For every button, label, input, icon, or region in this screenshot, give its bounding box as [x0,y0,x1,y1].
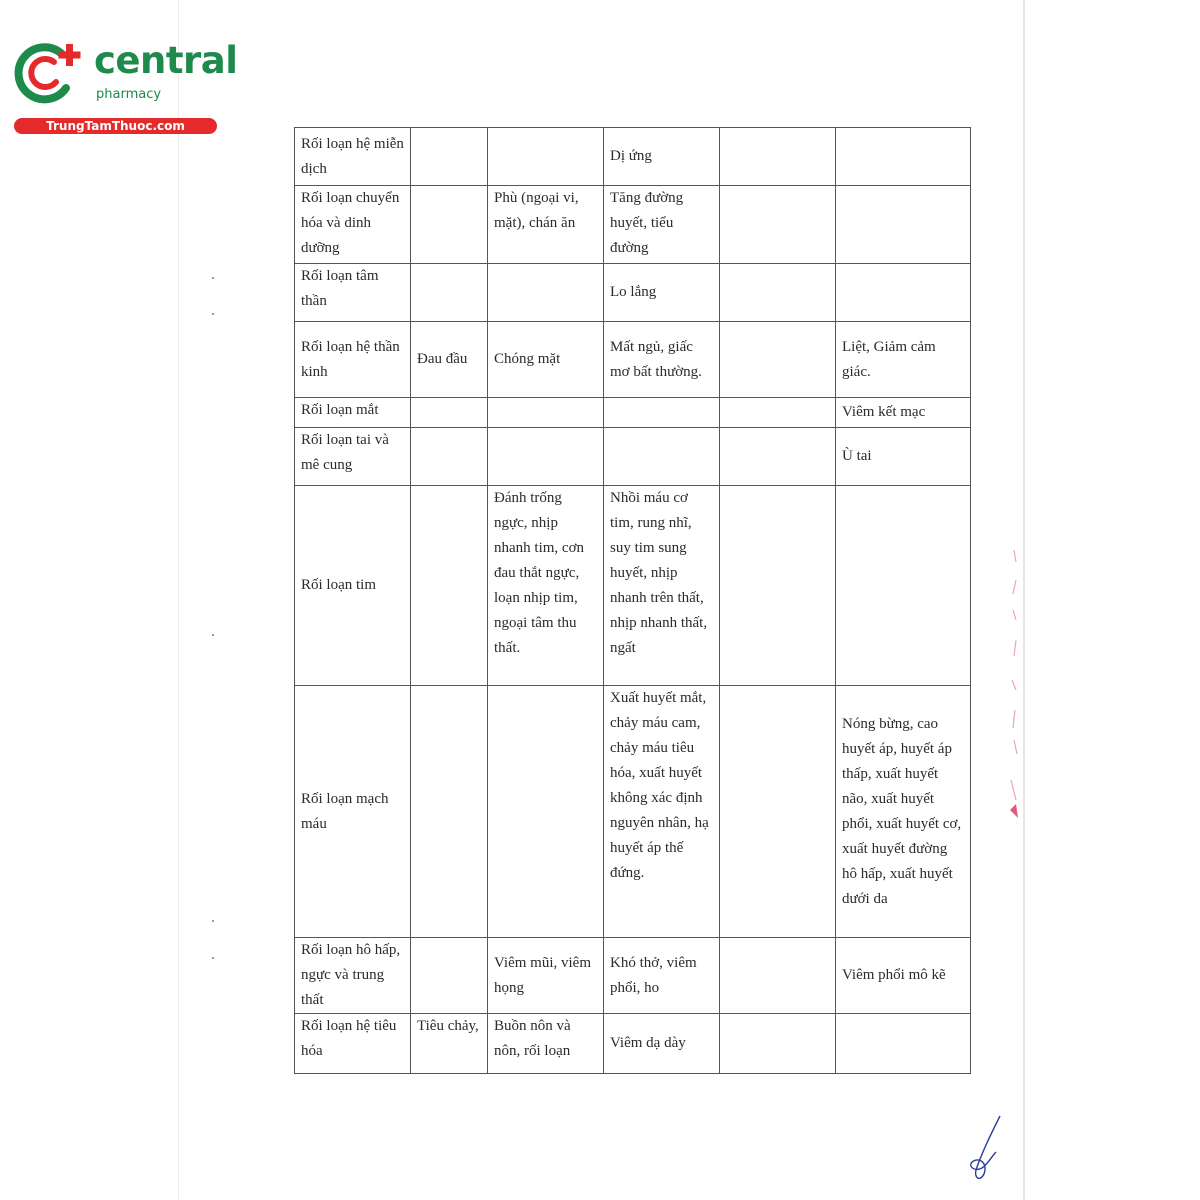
table-cell: Viêm phổi mô kẽ [836,938,971,1014]
table-cell [720,938,836,1014]
table-cell: Viêm dạ dày [604,1014,720,1074]
table-cell: Viêm mũi, viêm họng [488,938,604,1014]
adverse-effects-table [294,127,971,1074]
table-cell: Tăng đường huyết, tiểu đường [604,186,720,264]
table-cell [488,428,604,486]
table-cell [836,264,971,322]
table-cell [411,398,488,428]
table-cell [411,264,488,322]
table-cell [720,1014,836,1074]
table-cell: Liệt, Giảm cảm giác. [836,322,971,398]
table-cell [488,264,604,322]
brand-url: TrungTamThuoc.com [14,118,217,134]
table-cell: Xuất huyết mắt, chảy máu cam, chảy máu tiêu hóa, xuất huyết không xác định nguyên nhân, hạ huyết áp thế đứng. [604,686,720,938]
table-cell: Rối loạn hệ tiêu hóa [295,1014,411,1074]
table-cell [720,186,836,264]
table-cell [836,128,971,186]
table-cell [411,686,488,938]
table-cell: Đau đầu [411,322,488,398]
table-cell [411,486,488,686]
table-row [295,398,971,428]
table-row [295,322,971,398]
table-cell: Rối loạn tai và mê cung [295,428,411,486]
pharmacy-cross-logo-icon [10,38,86,110]
brand-tagline: pharmacy [96,87,162,102]
signature [962,1112,1010,1184]
table-cell: Mất ngủ, giấc mơ bất thường. [604,322,720,398]
table-cell: Rối loạn chuyển hóa và dinh dưỡng [295,186,411,264]
table-cell: Chóng mặt [488,322,604,398]
scan-dot [212,277,214,279]
table-cell [720,322,836,398]
table-cell [488,128,604,186]
table-row [295,686,971,938]
table-cell: Buồn nôn và nôn, rối loạn [488,1014,604,1074]
table-cell [720,486,836,686]
table-row [295,428,971,486]
table-cell: Rối loạn hô hấp, ngực và trung thất [295,938,411,1014]
table-cell [720,398,836,428]
table-cell [411,186,488,264]
table-cell: Nhồi máu cơ tim, rung nhĩ, suy tim sung huyết, nhịp nhanh trên thất, nhịp nhanh thất, ngất [604,486,720,686]
table-cell [720,428,836,486]
table-cell: Rối loạn mạch máu [295,686,411,938]
table-cell: Rối loạn mắt [295,398,411,428]
scan-dot [212,634,214,636]
table-cell: Tiêu chảy, [411,1014,488,1074]
scan-dot [212,920,214,922]
table-cell: Rối loạn tim [295,486,411,686]
table-row [295,186,971,264]
table-cell [411,428,488,486]
table-cell: Rối loạn hệ miễn dịch [295,128,411,186]
table-cell [720,264,836,322]
table-cell [411,128,488,186]
table-cell [411,938,488,1014]
table-cell: Rối loạn hệ thần kinh [295,322,411,398]
table-cell: Dị ứng [604,128,720,186]
table-cell: Đánh trống ngực, nhịp nhanh tim, cơn đau thắt ngực, loạn nhịp tim, ngoại tâm thu thất. [488,486,604,686]
table-cell [604,428,720,486]
scan-dot [212,313,214,315]
table-row [295,128,971,186]
brand-name: central [94,39,238,82]
table-row [295,486,971,686]
table-cell: Ù tai [836,428,971,486]
table-cell [720,686,836,938]
central-pharmacy-logo [8,36,238,140]
table-cell: Viêm kết mạc [836,398,971,428]
table-cell: Nóng bừng, cao huyết áp, huyết áp thấp, xuất huyết não, xuất huyết phổi, xuất huyết cơ, xuất huyết đường hô hấp, xuất huyết dưới da [836,686,971,938]
table-cell [488,398,604,428]
table-cell: Lo lắng [604,264,720,322]
table-cell: Rối loạn tâm thần [295,264,411,322]
scan-dot [212,957,214,959]
table-cell [604,398,720,428]
table-cell [488,686,604,938]
table-row [295,938,971,1014]
table-row [295,264,971,322]
table-cell [720,128,836,186]
table-cell [836,1014,971,1074]
red-stamp-bleed [996,540,1026,840]
table-cell: Phù (ngoại vi, mặt), chán ăn [488,186,604,264]
table-cell [836,486,971,686]
table-row [295,1014,971,1074]
table-cell: Khó thở, viêm phổi, ho [604,938,720,1014]
table-cell [836,186,971,264]
